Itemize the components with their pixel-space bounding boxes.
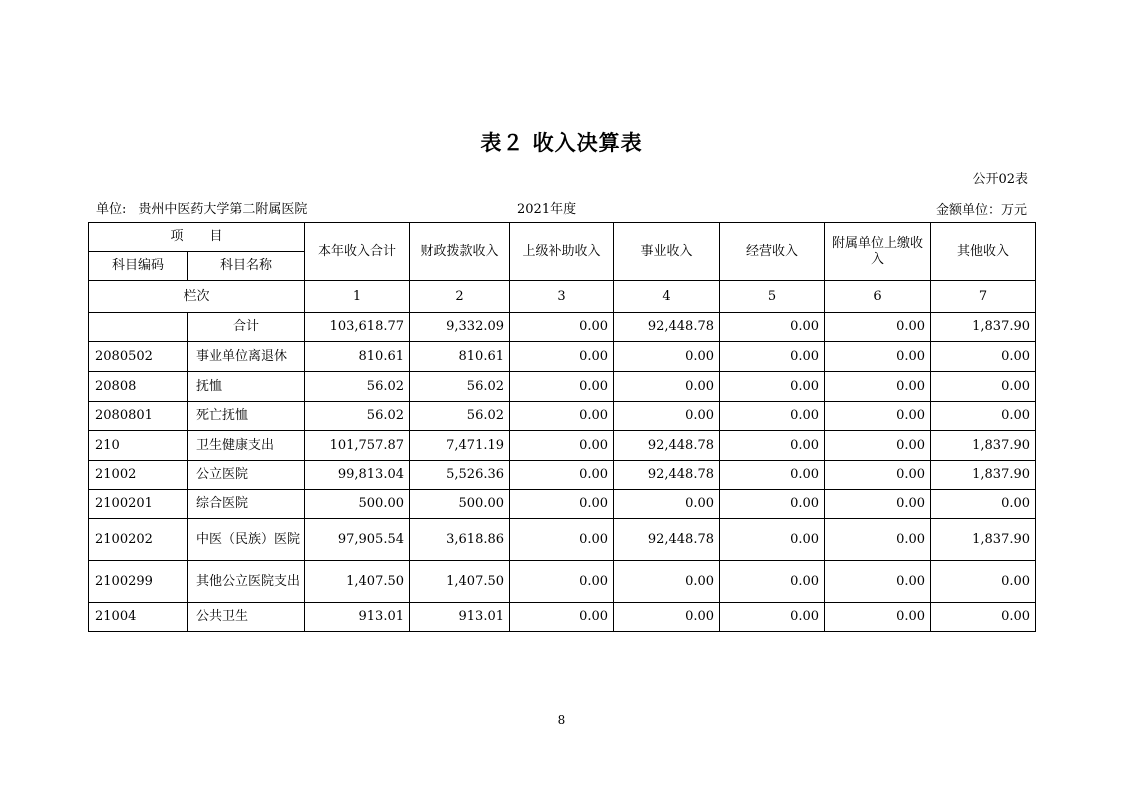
total-name: 合计 xyxy=(188,313,305,342)
unit-info xyxy=(96,198,307,217)
total-value: 1,837.90 xyxy=(931,313,1036,342)
value-cell: 0.00 xyxy=(825,490,931,519)
table-row xyxy=(89,402,1036,431)
column-number: 3 xyxy=(510,281,614,313)
total-code-cell xyxy=(89,313,188,342)
value-cell: 1,837.90 xyxy=(931,431,1036,461)
value-cell: 0.00 xyxy=(720,431,825,461)
row-label: 栏次 xyxy=(89,281,305,313)
column-number: 4 xyxy=(614,281,720,313)
subject-name: 其他公立医院支出 xyxy=(188,561,305,603)
value-cell: 0.00 xyxy=(614,561,720,603)
value-cell: 0.00 xyxy=(614,603,720,632)
table-row xyxy=(89,490,1036,519)
value-cell: 99,813.04 xyxy=(305,461,410,490)
value-cell: 810.61 xyxy=(410,342,510,372)
value-cell: 0.00 xyxy=(720,490,825,519)
value-cell: 810.61 xyxy=(305,342,410,372)
value-cell: 0.00 xyxy=(510,490,614,519)
column-number: 2 xyxy=(410,281,510,313)
header-col-other: 其他收入 xyxy=(931,223,1036,281)
value-cell: 92,448.78 xyxy=(614,431,720,461)
table-row xyxy=(89,603,1036,632)
total-value: 0.00 xyxy=(720,313,825,342)
value-cell: 0.00 xyxy=(825,461,931,490)
value-cell: 0.00 xyxy=(825,561,931,603)
value-cell: 0.00 xyxy=(825,402,931,431)
value-cell: 0.00 xyxy=(931,342,1036,372)
column-number: 1 xyxy=(305,281,410,313)
header-col-business: 事业收入 xyxy=(614,223,720,281)
subject-name: 公共卫生 xyxy=(188,603,305,632)
value-cell: 1,407.50 xyxy=(410,561,510,603)
value-cell: 7,471.19 xyxy=(410,431,510,461)
table-row xyxy=(89,372,1036,402)
subject-name: 综合医院 xyxy=(188,490,305,519)
subject-code: 210 xyxy=(89,431,188,461)
subject-code: 21004 xyxy=(89,603,188,632)
column-number: 6 xyxy=(825,281,931,313)
subject-code: 21002 xyxy=(89,461,188,490)
column-number: 5 xyxy=(720,281,825,313)
revenue-table xyxy=(88,222,1036,632)
value-cell: 0.00 xyxy=(720,603,825,632)
subject-name: 中医（民族）医院 xyxy=(188,519,305,561)
value-cell: 56.02 xyxy=(410,372,510,402)
subject-name: 抚恤 xyxy=(188,372,305,402)
unit-name: 贵州中医药大学第二附属医院 xyxy=(138,202,308,217)
amount-unit: 金额单位：万元 xyxy=(935,203,1027,218)
value-cell: 0.00 xyxy=(825,431,931,461)
subject-code: 2100201 xyxy=(89,490,188,519)
table-row xyxy=(89,519,1036,561)
value-cell: 101,757.87 xyxy=(305,431,410,461)
value-cell: 1,837.90 xyxy=(931,519,1036,561)
page-number: 8 xyxy=(557,713,566,727)
value-cell: 0.00 xyxy=(614,402,720,431)
value-cell: 0.00 xyxy=(720,402,825,431)
value-cell: 0.00 xyxy=(614,490,720,519)
total-row xyxy=(89,313,1036,342)
subject-code: 2080801 xyxy=(89,402,188,431)
header-col-operating: 经营收入 xyxy=(720,223,825,281)
total-value: 0.00 xyxy=(510,313,614,342)
value-cell: 0.00 xyxy=(614,342,720,372)
value-cell: 0.00 xyxy=(825,342,931,372)
form-number: 公开02表 xyxy=(972,172,1028,187)
value-cell: 92,448.78 xyxy=(614,461,720,490)
value-cell: 0.00 xyxy=(720,561,825,603)
value-cell: 0.00 xyxy=(510,402,614,431)
table-row xyxy=(89,461,1036,490)
value-cell: 0.00 xyxy=(720,372,825,402)
value-cell: 1,407.50 xyxy=(305,561,410,603)
total-value: 0.00 xyxy=(825,313,931,342)
header-col-superior-subsidy: 上级补助收入 xyxy=(510,223,614,281)
value-cell: 0.00 xyxy=(510,561,614,603)
value-cell: 0.00 xyxy=(720,461,825,490)
value-cell: 500.00 xyxy=(305,490,410,519)
value-cell: 97,905.54 xyxy=(305,519,410,561)
subject-name: 公立医院 xyxy=(188,461,305,490)
value-cell: 0.00 xyxy=(614,372,720,402)
value-cell: 0.00 xyxy=(825,603,931,632)
table-row xyxy=(89,431,1036,461)
value-cell: 0.00 xyxy=(931,372,1036,402)
value-cell: 0.00 xyxy=(510,342,614,372)
total-value: 9,332.09 xyxy=(410,313,510,342)
value-cell: 0.00 xyxy=(510,372,614,402)
column-number-row xyxy=(89,281,1036,313)
table-row xyxy=(89,561,1036,603)
subject-name: 事业单位离退休 xyxy=(188,342,305,372)
value-cell: 0.00 xyxy=(931,402,1036,431)
subject-name: 卫生健康支出 xyxy=(188,431,305,461)
value-cell: 56.02 xyxy=(410,402,510,431)
subject-name: 死亡抚恤 xyxy=(188,402,305,431)
value-cell: 0.00 xyxy=(510,461,614,490)
value-cell: 0.00 xyxy=(510,603,614,632)
column-number: 7 xyxy=(931,281,1036,313)
value-cell: 0.00 xyxy=(720,519,825,561)
value-cell: 0.00 xyxy=(931,561,1036,603)
value-cell: 0.00 xyxy=(931,490,1036,519)
value-cell: 0.00 xyxy=(510,431,614,461)
header-col-affiliated: 附属单位上缴收入 xyxy=(825,223,931,281)
value-cell: 913.01 xyxy=(305,603,410,632)
value-cell: 56.02 xyxy=(305,372,410,402)
header-row-1 xyxy=(89,223,1036,252)
value-cell: 5,526.36 xyxy=(410,461,510,490)
value-cell: 0.00 xyxy=(825,519,931,561)
table-row xyxy=(89,342,1036,372)
total-value: 92,448.78 xyxy=(614,313,720,342)
subject-code: 20808 xyxy=(89,372,188,402)
header-col-total: 本年收入合计 xyxy=(305,223,410,281)
value-cell: 500.00 xyxy=(410,490,510,519)
value-cell: 1,837.90 xyxy=(931,461,1036,490)
fiscal-year: 2021年度 xyxy=(517,202,577,217)
value-cell: 0.00 xyxy=(931,603,1036,632)
value-cell: 3,618.86 xyxy=(410,519,510,561)
unit-label: 单位: xyxy=(96,202,127,217)
header-col-fiscal: 财政拨款收入 xyxy=(410,223,510,281)
value-cell: 0.00 xyxy=(720,342,825,372)
header-item: 项 目 xyxy=(89,223,305,252)
header-code: 科目编码 xyxy=(89,252,188,281)
header-name: 科目名称 xyxy=(188,252,305,281)
value-cell: 56.02 xyxy=(305,402,410,431)
value-cell: 92,448.78 xyxy=(614,519,720,561)
value-cell: 913.01 xyxy=(410,603,510,632)
value-cell: 0.00 xyxy=(510,519,614,561)
value-cell: 0.00 xyxy=(825,372,931,402)
total-value: 103,618.77 xyxy=(305,313,410,342)
page-title: 表２ 收入决算表 xyxy=(480,131,643,155)
subject-code: 2100202 xyxy=(89,519,188,561)
subject-code: 2100299 xyxy=(89,561,188,603)
subject-code: 2080502 xyxy=(89,342,188,372)
